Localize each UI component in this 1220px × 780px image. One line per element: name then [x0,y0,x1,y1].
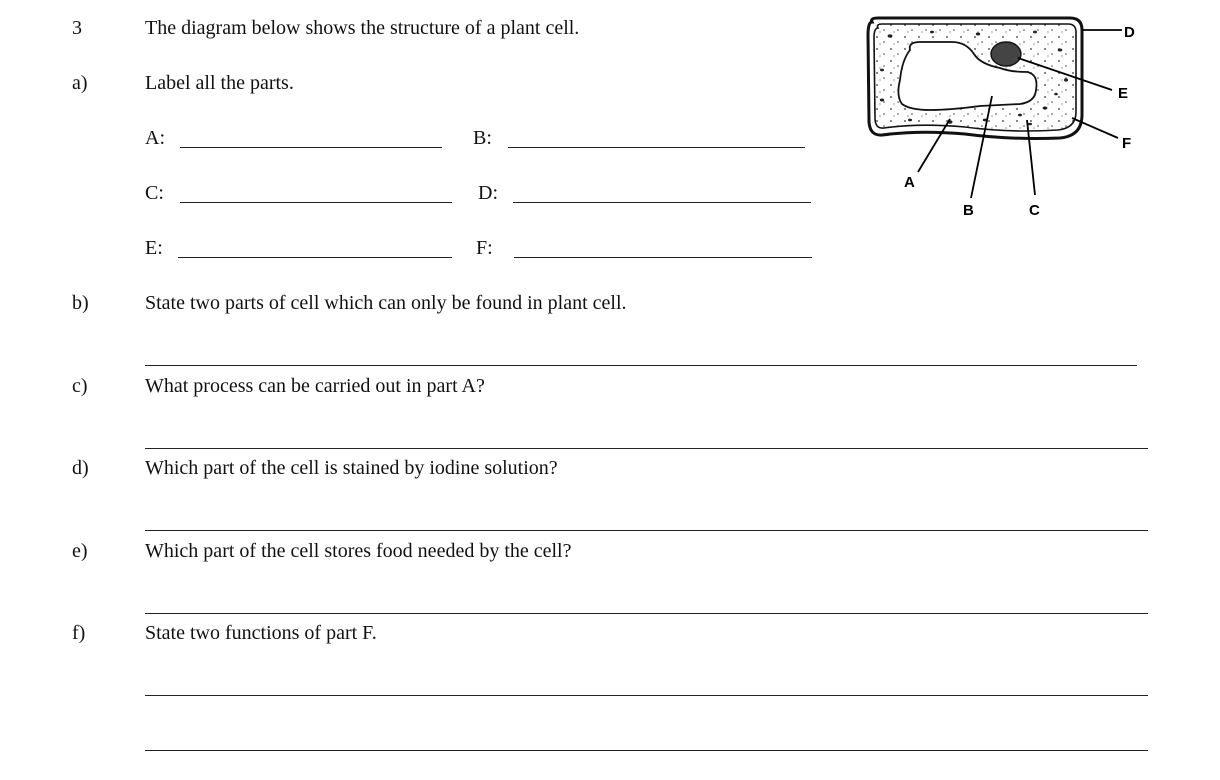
answer-line-b[interactable] [508,147,805,148]
answer-line-e[interactable] [178,257,452,258]
diagram-label-e: E [1118,85,1129,102]
part-b-text: State two parts of cell which can only be found in plant cell. [145,292,627,314]
part-a-text: Label all the parts. [145,72,294,94]
diagram-label-b: B [963,202,974,219]
blank-label-a: A: [145,127,165,149]
part-c-text: What process can be carried out in part A? [145,375,485,397]
question-stem: The diagram below shows the structure of a plant cell. [145,17,580,39]
answer-line-d-1[interactable] [145,530,1148,531]
part-f-label: f) [72,622,86,644]
part-d-text: Which part of the cell is stained by iodine solution? [145,457,558,479]
answer-line-d[interactable] [513,202,811,203]
plant-cell-diagram [860,10,1150,225]
answer-line-a[interactable] [180,147,442,148]
answer-line-e-1[interactable] [145,613,1148,614]
part-b-label: b) [72,292,89,314]
part-c-label: c) [72,375,88,397]
part-e-text: Which part of the cell stores food needed by the cell? [145,540,572,562]
diagram-label-f: F [1122,135,1132,152]
diagram-label-d: D [1124,24,1135,41]
answer-line-c[interactable] [180,202,452,203]
diagram-label-a: A [904,174,915,191]
part-f-text: State two functions of part F. [145,622,377,644]
nucleus [991,42,1021,66]
blank-label-c: C: [145,182,164,204]
blank-label-e: E: [145,237,163,259]
answer-line-f-2[interactable] [145,750,1148,751]
answer-line-f-1[interactable] [145,695,1148,696]
blank-label-f: F: [476,237,493,259]
answer-line-f[interactable] [514,257,812,258]
part-e-label: e) [72,540,88,562]
part-a-label: a) [72,72,88,94]
part-d-label: d) [72,457,89,479]
answer-line-b-1[interactable] [145,365,1137,366]
blank-label-b: B: [473,127,492,149]
diagram-label-c: C [1029,202,1040,219]
question-number: 3 [72,17,82,39]
blank-label-d: D: [478,182,498,204]
answer-line-c-1[interactable] [145,448,1148,449]
